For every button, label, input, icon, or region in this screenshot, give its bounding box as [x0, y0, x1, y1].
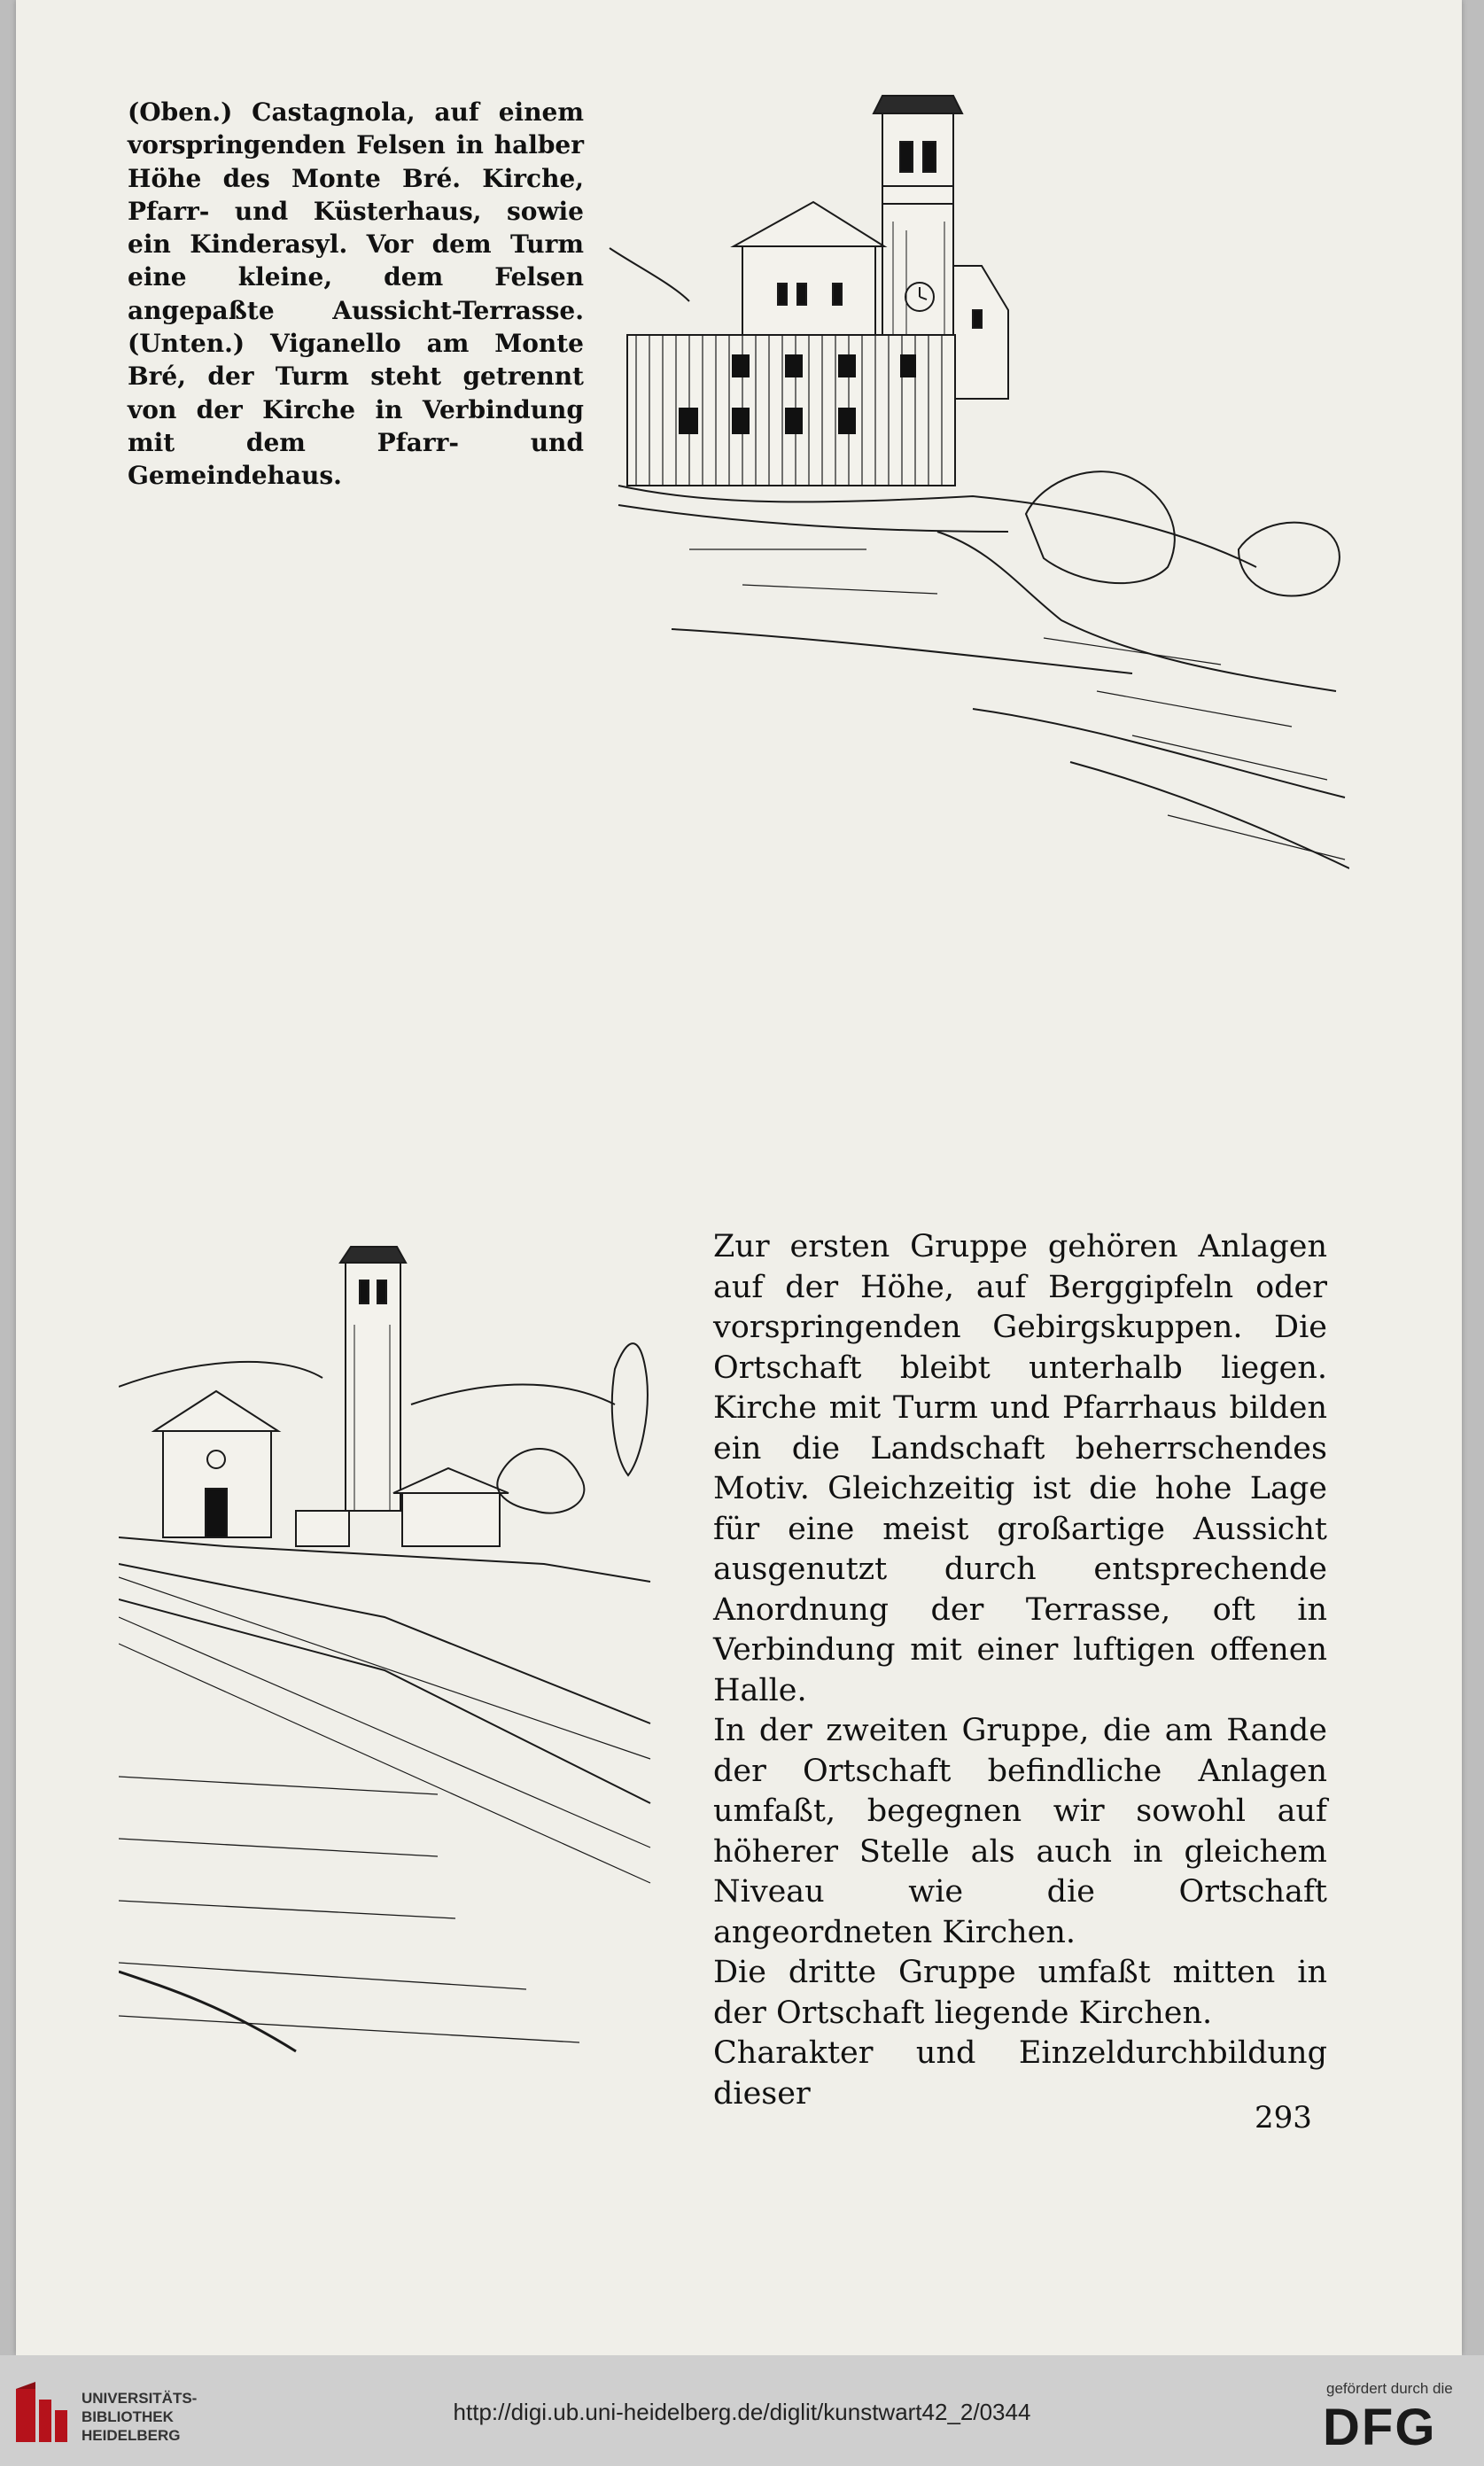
paragraph-1: Zur ersten Gruppe gehören Anlagen auf der Höhe, auf Berggipfeln oder vorspringenden Gebirgskuppen. Die Ortschaft bleibt unterhalb liegen. Kirche mit Turm und Pfarrhaus bilden ein die Landschaft beherrschendes Motiv. Gleichzeitig ist die hohe Lage für eine meist großartige Aussicht ausgenutzt durch entsprechende Anordnung der Terrasse, oft in Verbindung mit einer luftigen offenen Halle. [713, 1229, 1327, 1708]
paragraph-2: In der zweiten Gruppe, die am Rande der Ortschaft befindliche Anlagen umfaßt, begegnen wir sowohl auf höherer Stelle als auch in gleichem Niveau wie die Ortschaft angeordneten Kirchen. [713, 1713, 1327, 1950]
funded-by-label: gefördert durch die [1326, 2380, 1453, 2397]
permalink-url[interactable]: http://digi.ub.uni-heidelberg.de/diglit/kunstwart42_2/0344 [453, 2399, 1031, 2425]
viewer-footer [0, 2355, 1484, 2466]
paragraph-4: Charakter und Einzeldurchbildung dieser [713, 2035, 1327, 2112]
body-text-column [713, 1227, 1327, 2114]
viganello-church-illustration [119, 1227, 682, 2056]
page-number: 293 [1255, 2100, 1312, 2135]
paragraph-3: Die dritte Gruppe umfaßt mitten in der Ortschaft liegende Kirchen. [713, 1955, 1327, 2031]
dfg-logo[interactable]: DFG [1323, 2399, 1437, 2456]
caption-text: (Oben.) Castagnola, auf einem vorspringenden Felsen in halber Höhe des Monte Bré. Kirche, Pfarr- und Küsterhaus, sowie ein Kinderasyl. Vor dem Turm eine kleine, dem Felsen angepaßte Aussicht-Terrasse. (Unten.) Viganello am Monte Bré, der Turm steht getrennt von der Kirche in Verbindung mit dem Pfarr- und Gemeindehaus. [128, 97, 584, 491]
bleed-through-text [128, 1041, 1350, 1081]
library-name[interactable]: UNIVERSITÄTS- BIBLIOTHEK HEIDELBERG [82, 2390, 198, 2444]
illustration-caption [128, 96, 584, 493]
book-page [16, 0, 1462, 2355]
castagnola-church-illustration [601, 89, 1349, 957]
